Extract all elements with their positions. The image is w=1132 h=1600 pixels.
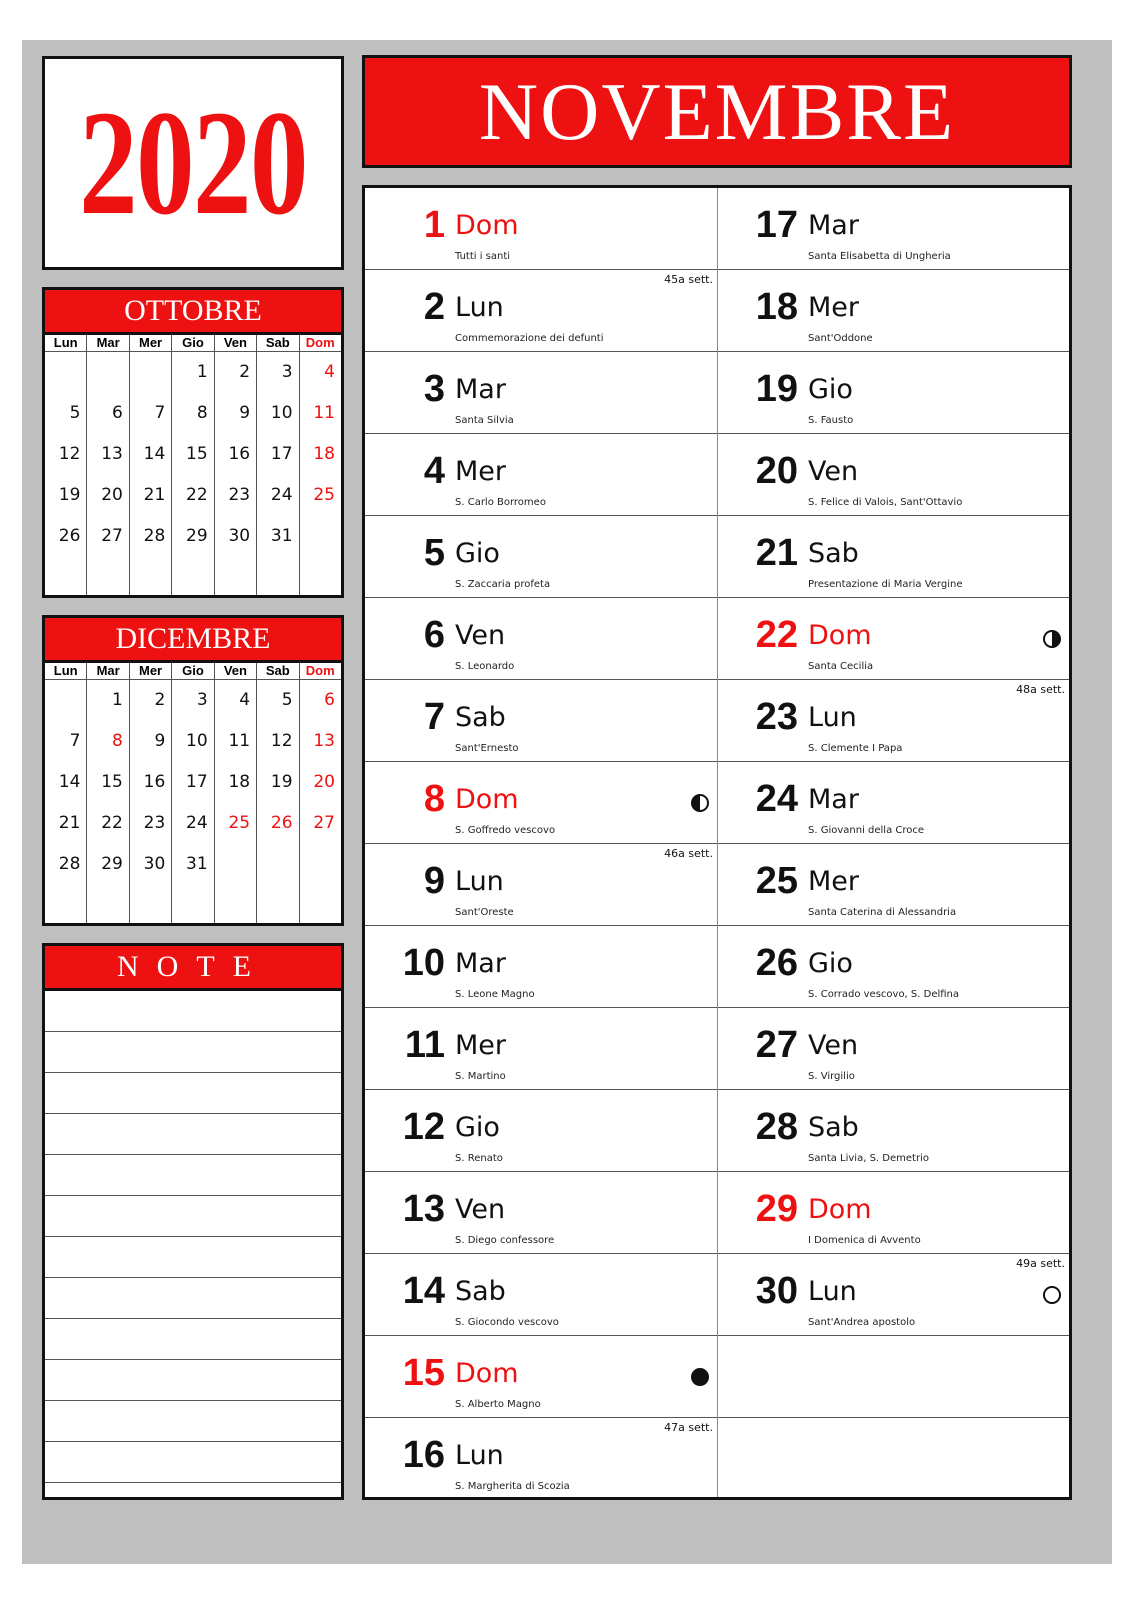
day-row [365,598,717,680]
day-row [718,188,1069,270]
saint-name: Sant'Oreste [455,907,514,918]
day-row [718,1172,1069,1254]
weekday-header: Sab [257,663,298,680]
empty-day-row [718,1336,1069,1418]
day-number: 15 [402,1352,445,1394]
mini-calendar-column [45,663,87,923]
day-row [365,1090,717,1172]
day-row [718,1090,1069,1172]
saint-name: Sant'Ernesto [455,743,519,754]
day-number: 10 [402,942,445,984]
day-number: 22 [755,614,798,656]
day-number: 17 [755,204,798,246]
day-name: Sab [808,1112,859,1143]
day-number: 6 [423,614,445,656]
day-number: 23 [755,696,798,738]
day-number: 3 [423,368,445,410]
mini-calendar-column [257,335,299,595]
mini-calendar-column [172,335,214,595]
saint-name: Sant'Andrea apostolo [808,1317,916,1328]
day-row [365,1254,717,1336]
mini-calendar-day: 24 [270,485,293,505]
mini-calendar-day [45,352,86,393]
day-row [718,1254,1069,1336]
saint-name: Presentazione di Maria Vergine [808,579,963,590]
weekday-header: Lun [45,663,86,680]
day-name: Dom [808,1194,872,1225]
mini-calendar-day [300,516,341,557]
moon-phase-new-icon [691,1368,709,1386]
mini-calendar-day: 22 [101,813,123,833]
mini-calendar-day: 1 [196,362,208,382]
day-number: 30 [755,1270,798,1312]
saint-name: S. Clemente I Papa [808,743,903,754]
mini-calendar-title: DICEMBRE [45,618,341,663]
saint-name: S. Diego confessore [455,1235,555,1246]
day-row [718,926,1069,1008]
days-column-left [365,188,718,1497]
mini-calendar-day: 11 [313,403,335,423]
mini-calendar-column [300,663,341,923]
day-number: 7 [423,696,445,738]
mini-calendar-day: 29 [186,526,208,546]
mini-calendar-day: 19 [270,772,293,792]
day-row [718,762,1069,844]
mini-calendar-grid [45,335,341,595]
mini-calendar-day: 16 [143,772,166,792]
saint-name: Santa Cecilia [808,661,874,672]
day-name: Dom [455,784,519,815]
day-number: 16 [402,1434,445,1476]
mini-calendar-day: 1 [112,690,123,710]
mini-calendar-day: 20 [101,485,123,505]
weekday-header: Lun [45,335,86,352]
mini-calendar-day: 16 [228,444,251,464]
moon-phase-last-icon [691,794,709,812]
mini-calendar-column [130,335,172,595]
mini-calendar-day: 17 [186,772,208,792]
saint-name: S. Corrado vescovo, S. Delfina [808,989,960,1000]
day-row [365,680,717,762]
saint-name: S. Goffredo vescovo [455,825,556,836]
mini-calendar-day: 27 [313,813,335,833]
mini-calendar-column [87,663,129,923]
note-line [45,1196,341,1237]
weekday-header: Sab [257,335,298,352]
saint-name: S. Renato [455,1153,503,1164]
day-row [718,1008,1069,1090]
month-days-grid [362,185,1072,1500]
mini-calendar-day: 2 [154,690,166,710]
saint-name: Santa Silvia [455,415,514,426]
day-number: 13 [402,1188,445,1230]
saint-name: S. Martino [455,1071,506,1082]
mini-calendar-day: 23 [228,485,251,505]
mini-calendar-day: 26 [270,813,293,833]
note-line [45,1114,341,1155]
week-number: 49a sett. [1016,1257,1065,1270]
day-name: Mar [808,210,859,241]
day-number: 25 [755,860,798,902]
day-number: 21 [755,532,798,574]
day-name: Ven [455,620,506,651]
mini-calendar-day: 28 [58,854,81,874]
day-row [365,926,717,1008]
day-number: 27 [755,1024,798,1066]
mini-calendar-day: 22 [186,485,208,505]
mini-calendar-day: 13 [313,731,335,751]
mini-calendar-day: 30 [143,854,166,874]
day-name: Gio [455,538,500,569]
day-row [718,680,1069,762]
day-name: Lun [455,292,504,323]
note-line [45,1442,341,1483]
mini-calendar-day: 21 [143,485,166,505]
moon-phase-first-icon [1043,630,1061,648]
saint-name: S. Leonardo [455,661,515,672]
weekday-header: Ven [215,663,256,680]
moon-phase-full-icon [1043,1286,1061,1304]
weekday-header: Mar [87,663,128,680]
mini-calendar-day: 11 [228,731,251,751]
mini-calendar-day: 30 [228,526,251,546]
saint-name: I Domenica di Avvento [808,1235,921,1246]
mini-calendar-day: 31 [186,854,208,874]
day-number: 28 [755,1106,798,1148]
weekday-header: Dom [300,663,341,680]
saint-name: Santa Elisabetta di Ungheria [808,251,951,262]
weekday-header: Ven [215,335,256,352]
day-row [365,352,717,434]
day-row [718,598,1069,680]
mini-calendar-column [45,335,87,595]
note-line [45,1155,341,1196]
mini-calendar-day: 31 [270,526,293,546]
mini-calendar-day: 4 [324,362,335,382]
mini-calendar-title: OTTOBRE [45,290,341,335]
day-name: Mer [455,1030,507,1061]
saint-name: Santa Livia, S. Demetrio [808,1153,929,1164]
saint-name: Santa Caterina di Alessandria [808,907,957,918]
day-number: 1 [423,204,445,246]
mini-calendar-column [257,663,299,923]
day-name: Ven [808,1030,859,1061]
mini-calendar-day: 28 [143,526,166,546]
mini-calendar-day: 7 [69,731,81,751]
mini-calendar-day: 3 [281,362,293,382]
day-name: Mer [808,866,860,897]
mini-calendar-grid [45,663,341,923]
day-name: Lun [808,702,857,733]
saint-name: S. Margherita di Scozia [455,1481,570,1492]
day-name: Gio [455,1112,500,1143]
day-number: 24 [755,778,798,820]
mini-calendar-day: 12 [270,731,293,751]
day-name: Lun [455,1440,504,1471]
day-name: Gio [808,948,853,979]
day-row [718,844,1069,926]
day-row [718,434,1069,516]
day-row [365,1336,717,1418]
saint-name: S. Alberto Magno [455,1399,541,1410]
day-number: 26 [755,942,798,984]
month-title: NOVEMBRE [478,65,956,157]
day-name: Mer [455,456,507,487]
saint-name: Sant'Oddone [808,333,873,344]
mini-calendar-day: 8 [196,403,208,423]
day-name: Ven [455,1194,506,1225]
mini-calendar-day: 24 [186,813,208,833]
saint-name: S. Virgilio [808,1071,855,1082]
day-row [365,516,717,598]
note-line [45,1237,341,1278]
mini-calendar-day: 6 [112,403,123,423]
day-number: 29 [755,1188,798,1230]
week-number: 48a sett. [1016,683,1065,696]
day-name: Sab [455,1276,506,1307]
day-name: Dom [455,1358,519,1389]
day-number: 19 [755,368,798,410]
day-row [718,516,1069,598]
day-number: 5 [423,532,445,574]
mini-calendar-day [45,680,86,721]
mini-calendar-day [257,844,298,885]
mini-calendar-day [87,352,128,393]
mini-calendar-day: 10 [186,731,208,751]
note-line [45,1278,341,1319]
day-number: 11 [404,1024,445,1066]
mini-calendar-day: 19 [58,485,81,505]
mini-calendar-day: 25 [313,485,335,505]
saint-name: S. Giocondo vescovo [455,1317,559,1328]
note-line [45,1073,341,1114]
notes-lines [45,991,341,1483]
note-line [45,1319,341,1360]
day-name: Mar [455,374,506,405]
mini-calendar-day: 7 [154,403,166,423]
mini-calendar-day: 20 [313,772,335,792]
day-row [718,352,1069,434]
day-number: 9 [423,860,445,902]
empty-day-row [718,1418,1069,1500]
notes-title: NOTE [45,946,341,991]
day-name: Mar [808,784,859,815]
day-name: Lun [455,866,504,897]
mini-calendar-day [300,844,341,885]
day-name: Mar [455,948,506,979]
day-name: Gio [808,374,853,405]
day-number: 12 [402,1106,445,1148]
week-number: 46a sett. [664,847,713,860]
week-number: 45a sett. [664,273,713,286]
day-name: Sab [455,702,506,733]
note-line [45,1401,341,1442]
year-label: 2020 [79,80,307,246]
mini-calendar-day: 15 [101,772,123,792]
saint-name: Tutti i santi [455,251,511,262]
mini-calendar-day: 5 [281,690,293,710]
mini-calendar-ottobre [42,287,344,598]
mini-calendar-day: 5 [69,403,81,423]
week-number: 47a sett. [664,1421,713,1434]
weekday-header: Dom [300,335,341,352]
mini-calendar-day: 26 [58,526,81,546]
mini-calendar-column [130,663,172,923]
day-row [365,1172,717,1254]
mini-calendar-day: 15 [186,444,208,464]
day-number: 2 [423,286,445,328]
day-row [365,844,717,926]
day-row [365,188,717,270]
mini-calendar-column [300,335,341,595]
saint-name: S. Zaccaria profeta [455,579,551,590]
notes-box [42,943,344,1500]
mini-calendar-day: 9 [239,403,251,423]
mini-calendar-day: 25 [228,813,251,833]
weekday-header: Mar [87,335,128,352]
day-name: Dom [455,210,519,241]
saint-name: S. Felice di Valois, Sant'Ottavio [808,497,963,508]
mini-calendar-day: 13 [101,444,123,464]
day-name: Lun [808,1276,857,1307]
mini-calendar-day: 12 [58,444,81,464]
mini-calendar-day: 3 [196,690,208,710]
note-line [45,1032,341,1073]
mini-calendar-day: 9 [154,731,166,751]
mini-calendar-column [172,663,214,923]
mini-calendar-day: 4 [239,690,251,710]
mini-calendar-day: 8 [112,731,123,751]
mini-calendar-day: 2 [239,362,251,382]
note-line [45,1360,341,1401]
day-name: Ven [808,456,859,487]
mini-calendar-day: 6 [324,690,335,710]
mini-calendar-day: 18 [228,772,251,792]
mini-calendar-day: 17 [270,444,293,464]
saint-name: S. Fausto [808,415,854,426]
mini-calendar-day: 10 [270,403,293,423]
weekday-header: Gio [172,335,213,352]
mini-calendar-day [130,352,171,393]
mini-calendar-day: 14 [143,444,166,464]
days-column-right [718,188,1069,1497]
mini-calendar-day: 14 [58,772,81,792]
year-box [42,56,344,270]
saint-name: S. Leone Magno [455,989,535,1000]
day-number: 4 [423,450,445,492]
day-row [365,1418,717,1500]
mini-calendar-day: 29 [101,854,123,874]
saint-name: S. Carlo Borromeo [455,497,546,508]
mini-calendar-column [87,335,129,595]
day-name: Dom [808,620,872,651]
mini-calendar-day: 21 [58,813,81,833]
mini-calendar-day: 23 [143,813,166,833]
mini-calendar-dicembre [42,615,344,926]
day-row [718,270,1069,352]
mini-calendar-day [215,844,256,885]
day-row [365,434,717,516]
day-number: 20 [755,450,798,492]
weekday-header: Mer [130,335,171,352]
weekday-header: Gio [172,663,213,680]
weekday-header: Mer [130,663,171,680]
day-row [365,1008,717,1090]
month-header [362,55,1072,168]
day-row [365,270,717,352]
day-name: Sab [808,538,859,569]
note-line [45,991,341,1032]
day-number: 14 [402,1270,445,1312]
mini-calendar-column [215,663,257,923]
day-name: Mer [808,292,860,323]
saint-name: S. Giovanni della Croce [808,825,925,836]
saint-name: Commemorazione dei defunti [455,333,604,344]
day-number: 18 [755,286,798,328]
mini-calendar-day: 18 [313,444,335,464]
day-row [365,762,717,844]
mini-calendar-column [215,335,257,595]
mini-calendar-day: 27 [101,526,123,546]
day-number: 8 [423,778,445,820]
